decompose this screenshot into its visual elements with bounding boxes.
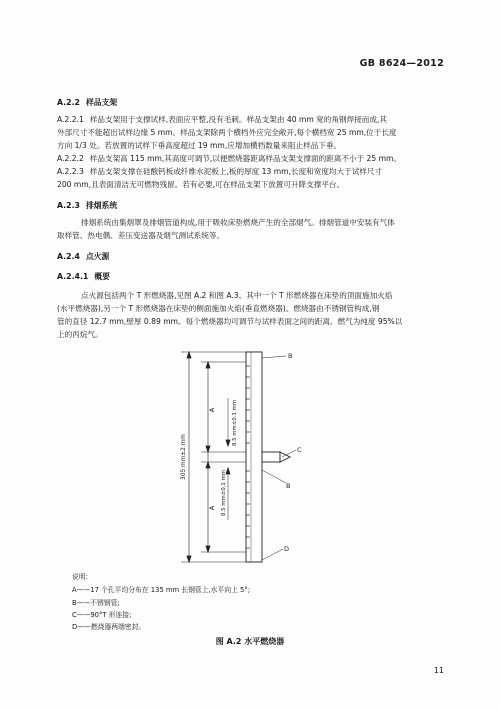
callout-b-top: B — [288, 352, 293, 360]
callout-d: D — [284, 545, 290, 553]
callout-a-upper: A — [208, 407, 216, 413]
clause-number: A.2.2.2 — [57, 154, 84, 163]
standard-number: GB 8624—2012 — [359, 58, 444, 69]
paragraph-a23-line2: 取样管、热电偶、差压变送器及烟气测试系统等。 — [57, 231, 225, 240]
section-number: A.2.3 — [57, 201, 80, 210]
legend-item-d: D——燃烧器两端密封。 — [72, 623, 146, 631]
paragraph-a2221-line2: 外部尺寸不能超出试样边缘 5 mm。样品支架除两个横档外应完全敞开,每个横档宽 25 mm,位于长度 — [57, 128, 397, 137]
clause-text: 样品支架用于支撑试样,表面应平整,没有毛刺。样品支架由 40 mm 宽的角钢焊接而成,其 — [89, 115, 387, 124]
paragraph-a241-line4: 上的丙烷气。 — [57, 330, 103, 339]
clause-text: 样品支架高 115 mm,其高度可调节,以便燃烧器距离样品支架支撑面的距离不小于 25 mm。 — [89, 154, 402, 163]
page-number: 11 — [433, 666, 444, 675]
figure-caption: 图 A.2 水平燃烧器 — [215, 637, 285, 646]
clause-number: A.2.2.3 — [57, 167, 84, 176]
callout-b-stub: B — [286, 482, 291, 490]
paragraph-a241-line2: (水平燃烧器),另一个 T 形燃烧器在床垫的侧面施加火焰(垂直燃烧器)。燃烧器由不锈钢管构成,钢 — [57, 304, 380, 313]
section-number: A.2.4.1 — [57, 272, 89, 281]
paragraph-a2221-line3: 方向 1/3 处。若放置的试样下垂高度超过 19 mm,应增加横档数量来阻止样品下垂。 — [57, 141, 342, 150]
paragraph-a241-line3: 管的直径 12.7 mm,壁厚 0.89 mm。每个燃烧器均可调节与试样表面之间的距离。燃气为纯度 95%以 — [57, 317, 403, 326]
section-title: 点火源 — [85, 252, 110, 261]
section-number: A.2.2 — [57, 98, 80, 107]
dimension-gap-upper: 8.5 mm±0.1 mm — [232, 399, 238, 447]
legend-title: 说明: — [72, 573, 88, 581]
dimension-gap-lower: 8.5 mm±0.1 mm — [221, 469, 227, 517]
callout-a-lower: A — [208, 505, 216, 511]
legend-item-a: A——17 个孔平均分布在 135 mm 长钢管上,水平向上 5°; — [72, 586, 251, 594]
section-title: 排烟系统 — [85, 201, 118, 210]
paragraph-a241-line1: 点火源包括两个 T 形燃烧器,见图 A.2 和图 A.3。其中一个 T 形燃烧器在床垫的顶面施加火焰 — [81, 291, 393, 300]
section-title: 样品支架 — [85, 98, 118, 107]
legend-item-b: B——不锈钢管; — [72, 599, 120, 607]
section-number: A.2.4 — [57, 252, 80, 261]
paragraph-a23-line1: 排烟系统由集烟罩及排烟管道构成,用于吸收床垫燃烧产生的全部烟气。排烟管道中安装有气体 — [81, 218, 395, 227]
section-title: 概要 — [94, 272, 110, 281]
paragraph-a2223-line2: 200 mm,且表面清洁无可燃物残留。若有必要,可在样品支架下放置可升降支撑平台。 — [57, 180, 345, 189]
clause-text: 样品支架支撑在硅酸钙板或纤维水泥板上,板的厚度 13 mm,长度和宽度均大于试样尺寸 — [89, 167, 383, 176]
legend-item-c: C——90°T 形连接; — [72, 611, 132, 619]
clause-number: A.2.2.1 — [57, 115, 84, 124]
callout-c: C — [297, 446, 302, 454]
dimension-total-length: 305 mm±2 mm — [181, 434, 187, 480]
